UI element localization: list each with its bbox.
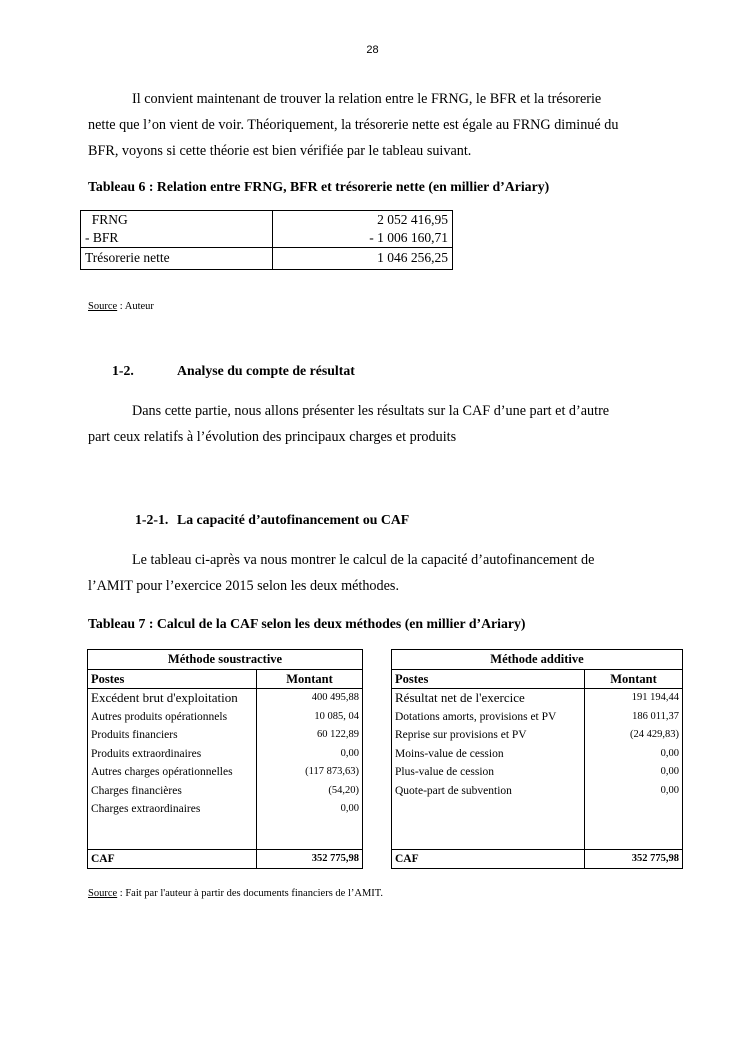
table-title: Méthode soustractive	[88, 650, 363, 670]
table-row	[392, 763, 683, 782]
subsection-number: 1-2-1.	[135, 512, 169, 527]
source-text: : Fait par l'auteur à partir des documents financiers de l’AMIT.	[117, 888, 384, 899]
section-title: Analyse du compte de résultat	[177, 363, 355, 378]
table-row	[392, 689, 683, 708]
table-row	[392, 708, 683, 727]
table-cell-label: FRNG	[81, 211, 273, 230]
table6-caption: Tableau 6 : Relation entre FRNG, BFR et trésorerie nette (en millier d’Ariary)	[88, 179, 550, 194]
table-row	[81, 229, 453, 248]
table-row	[392, 726, 683, 745]
para-line: Dans cette partie, nous allons présenter les résultats sur la CAF d’une part et d’autre	[132, 403, 610, 419]
para-line: part ceux relatifs à l’évolution des principaux charges et produits	[88, 429, 457, 445]
section-number: 1-2.	[112, 363, 134, 378]
table-row	[88, 745, 363, 764]
table-row	[88, 708, 363, 727]
table-row	[88, 763, 363, 782]
table-cell-value: - 1 006 160,71	[273, 229, 453, 248]
table-cell-label: Trésorerie nette	[81, 248, 273, 270]
table-row	[392, 782, 683, 801]
row-label: Plus-value de cession	[392, 763, 585, 782]
row-label: Moins-value de cession	[392, 745, 585, 764]
column-header: Montant	[585, 669, 683, 689]
row-value: (117 873,63)	[257, 763, 363, 782]
row-value	[585, 800, 683, 819]
table-cell-value: 1 046 256,25	[273, 248, 453, 270]
para-line: l’AMIT pour l’exercice 2015 selon les deux méthodes.	[88, 578, 399, 594]
table-row	[81, 211, 453, 230]
row-value: (24 429,83)	[585, 726, 683, 745]
total-value: 352 775,98	[585, 849, 683, 869]
row-value: (54,20)	[257, 782, 363, 801]
table-row	[88, 726, 363, 745]
total-label: CAF	[88, 849, 257, 869]
row-value: 10 085, 04	[257, 708, 363, 727]
total-value: 352 775,98	[257, 849, 363, 869]
row-value: 0,00	[257, 800, 363, 819]
table7-caption: Tableau 7 : Calcul de la CAF selon les deux méthodes (en millier d’Ariary)	[88, 616, 526, 631]
table7-subtractive	[87, 649, 363, 869]
column-header: Montant	[257, 669, 363, 689]
intro-paragraph	[88, 86, 658, 164]
row-label: Autres produits opérationnels	[88, 708, 257, 727]
table7-additive	[391, 649, 683, 869]
table-row	[88, 800, 363, 819]
source-label: Source	[88, 888, 118, 899]
total-row	[392, 849, 683, 869]
row-label: Excédent brut d'exploitation	[88, 689, 257, 708]
column-header: Postes	[392, 669, 585, 689]
para-line: Il convient maintenant de trouver la relation entre le FRNG, le BFR et la trésorerie	[132, 91, 602, 107]
table-row	[392, 800, 683, 819]
row-label: Autres charges opérationnelles	[88, 763, 257, 782]
table-title: Méthode additive	[392, 650, 683, 670]
row-value: 0,00	[585, 763, 683, 782]
table6	[80, 210, 453, 270]
row-value: 60 122,89	[257, 726, 363, 745]
row-label	[392, 800, 585, 819]
caf-paragraph	[88, 547, 658, 599]
table-row	[88, 689, 363, 708]
row-value: 186 011,37	[585, 708, 683, 727]
para-line: nette que l’on vient de voir. Théoriquement, la trésorerie nette est égale au FRNG diminué du	[88, 117, 619, 133]
table-row	[392, 745, 683, 764]
row-value: 400 495,88	[257, 689, 363, 708]
row-value: 0,00	[585, 745, 683, 764]
page-number: 28	[366, 44, 379, 56]
row-label: Résultat net de l'exercice	[392, 689, 585, 708]
table-row	[81, 248, 453, 270]
table7-source	[88, 888, 383, 899]
row-label: Quote-part de subvention	[392, 782, 585, 801]
total-label: CAF	[392, 849, 585, 869]
table6-source	[88, 301, 154, 312]
row-value: 0,00	[585, 782, 683, 801]
source-label: Source	[88, 301, 118, 312]
row-label: Produits financiers	[88, 726, 257, 745]
row-value: 191 194,44	[585, 689, 683, 708]
table-cell-value: 2 052 416,95	[273, 211, 453, 230]
row-label: Produits extraordinaires	[88, 745, 257, 764]
subsection-title: La capacité d’autofinancement ou CAF	[177, 512, 410, 527]
source-text: : Auteur	[117, 301, 154, 312]
total-row	[88, 849, 363, 869]
column-header: Postes	[88, 669, 257, 689]
table-cell-label: - BFR	[81, 229, 273, 248]
para-line: BFR, voyons si cette théorie est bien vérifiée par le tableau suivant.	[88, 143, 472, 159]
para-line: Le tableau ci-après va nous montrer le calcul de la capacité d’autofinancement de	[132, 552, 595, 568]
row-label: Charges financières	[88, 782, 257, 801]
section-paragraph	[88, 398, 658, 450]
row-label: Reprise sur provisions et PV	[392, 726, 585, 745]
row-label: Charges extraordinaires	[88, 800, 257, 819]
row-value: 0,00	[257, 745, 363, 764]
table-row	[88, 782, 363, 801]
row-label: Dotations amorts, provisions et PV	[392, 708, 585, 727]
